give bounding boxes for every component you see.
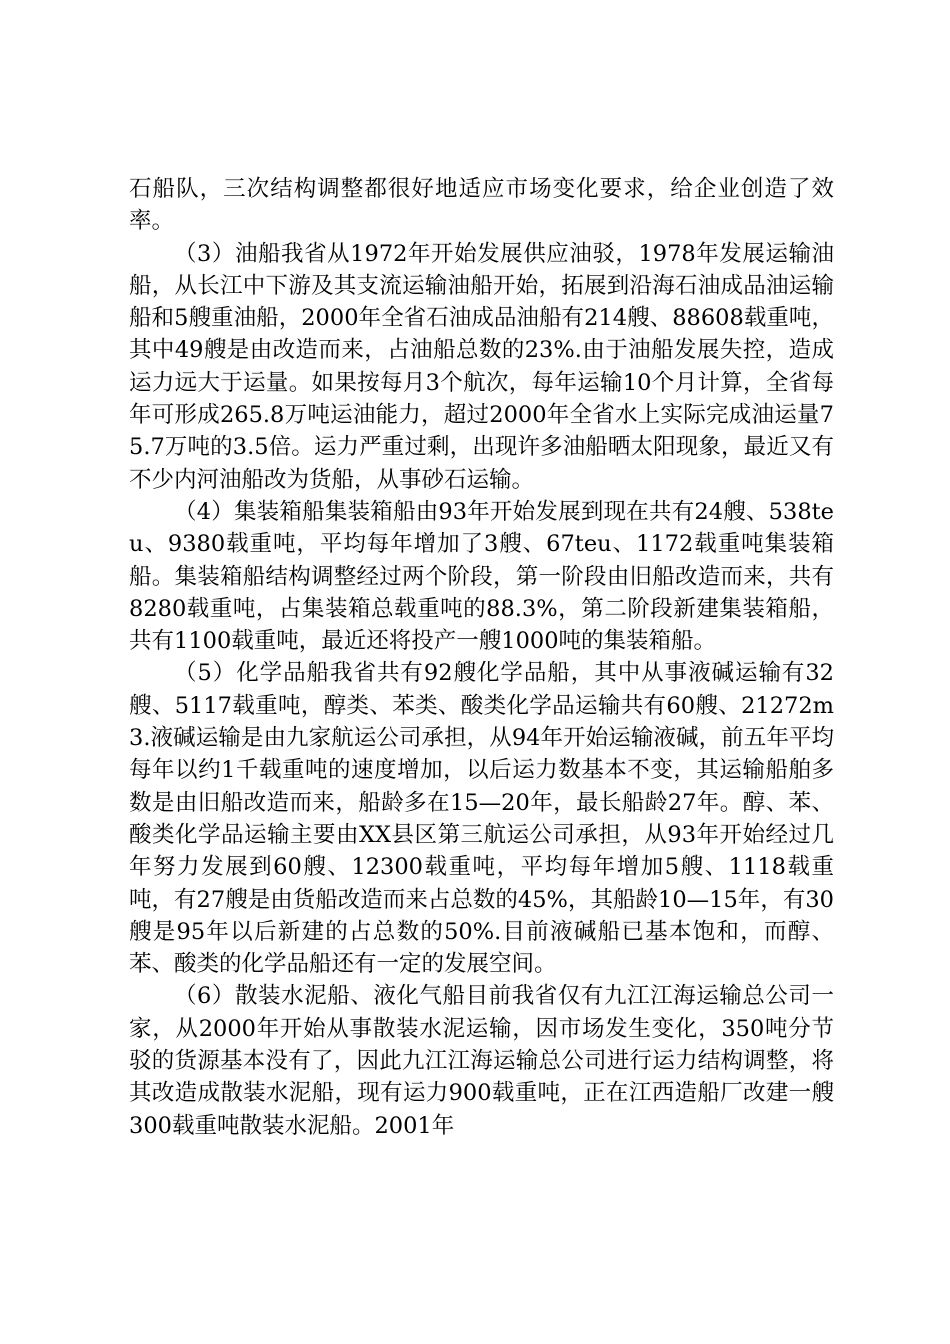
paragraph-cement-lpg-ships: （6）散装水泥船、液化气船目前我省仅有九江江海运输总公司一家，从2000年开始从事散装水泥运输，因市场发生变化，350吨分节驳的货源基本没有了，因此九江江海运输总公司进行运力结构调整，将其改造成散装水泥船，现有运力900载重吨，正在江西造船厂改建一艘300载重吨散装水泥船。2001年 <box>129 983 834 1139</box>
document-body <box>129 173 834 1142</box>
paragraph-chemical-tankers: （5）化学品船我省共有92艘化学品船，其中从事液碱运输有32艘、5117载重吨，醇类、苯类、酸类化学品运输共有60艘、21272m3.液碱运输是由九家航运公司承担，从94年开始运输液碱，前五年平均每年以约1千载重吨的速度增加，以后运力数基本不变，其运输船舶多数是由旧船改造而来，船龄多在15—20年，最长船龄27年。醇、苯、酸类化学品运输主要由XX县区第三航运公司承担，从93年开始经过几年努力发展到60艘、12300载重吨，平均每年增加5艘、1118载重吨，有27艘是由货船改造而来占总数的45%，其船龄10—15年，有30艘是95年以后新建的占总数的50%.目前液碱船已基本饱和，而醇、苯、酸类的化学品船还有一定的发展空间。 <box>129 660 834 978</box>
paragraph-continuation: 石船队，三次结构调整都很好地适应市场变化要求，给企业创造了效率。 <box>129 176 834 235</box>
paragraph-oil-tankers: （3）油船我省从1972年开始发展供应油驳，1978年发展运输油船，从长江中下游及其支流运输油船开始，拓展到沿海石油成品油运输船和5艘重油船，2000年全省石油成品油船有214艘、88608载重吨，其中49艘是由改造而来，占油船总数的23%.由于油船发展失控，造成运力远大于运量。如果按每月3个航次，每年运输10个月计算，全省每年可形成265.8万吨运油能力，超过2000年全省水上实际完成油运量75.7万吨的3.5倍。运力严重过剩，出现许多油船晒太阳现象，最近又有不少内河油船改为货船，从事砂石运输。 <box>129 240 834 493</box>
paragraph-container-ships: （4）集装箱船集装箱船由93年开始发展到现在共有24艘、538teu、9380载重吨，平均每年增加了3艘、67teu、1172载重吨集装箱船。集装箱船结构调整经过两个阶段，第一阶段由旧船改造而来，共有8280载重吨，占集装箱总载重吨的88.3%，第二阶段新建集装箱船，共有1100载重吨，最近还将投产一艘1000吨的集装箱船。 <box>129 498 834 655</box>
